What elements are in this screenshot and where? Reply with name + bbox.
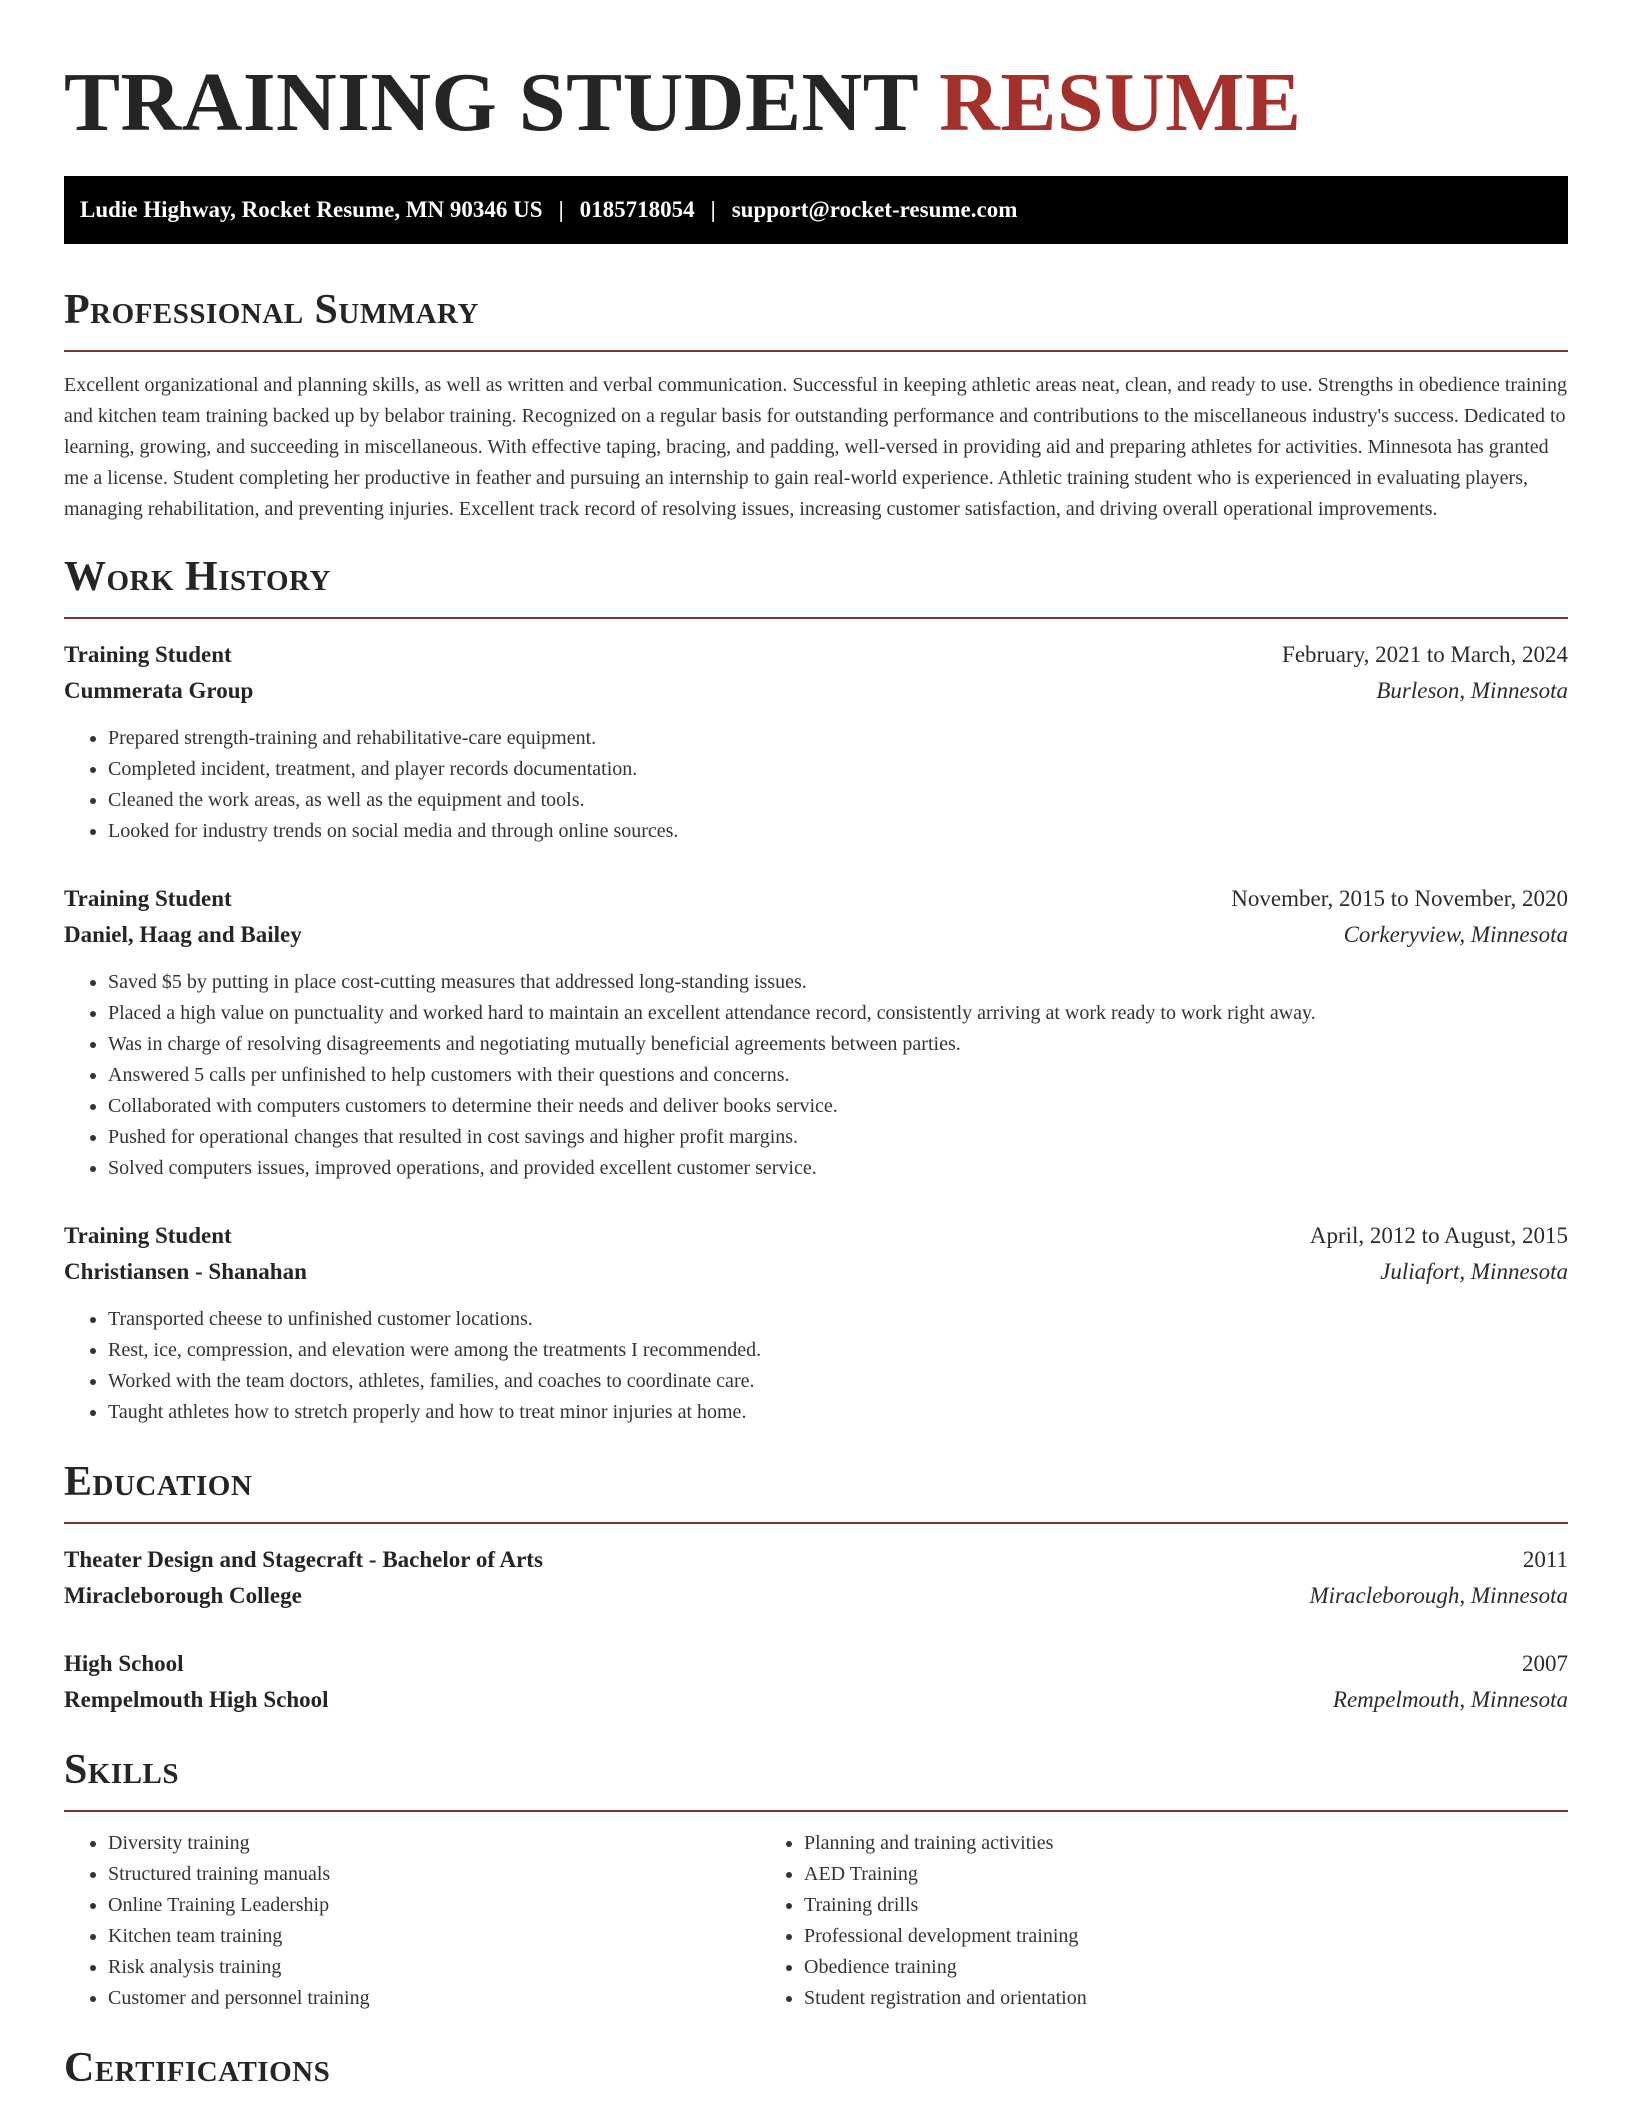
job-title: Training Student — [64, 886, 232, 911]
job-bullet: • Pushed for operational changes that resulted in cost savings and higher profit margins. — [108, 1122, 1568, 1153]
job-bullet: • Rest, ice, compression, and elevation were among the treatments I recommended. — [108, 1335, 1568, 1366]
skill-item: • Kitchen team training — [108, 1921, 760, 1952]
job-company: Cummerata Group — [64, 678, 254, 703]
job-location: Juliafort, Minnesota — [1380, 1259, 1568, 1284]
contact-phone: 0185718054 — [579, 197, 695, 222]
job-bullet: • Worked with the team doctors, athletes, families, and coaches to coordinate care. — [108, 1366, 1568, 1397]
contact-address: Ludie Highway, Rocket Resume, MN 90346 US — [80, 197, 543, 222]
section-heading-summary: Professional Summary — [64, 287, 479, 333]
skill-item: • Customer and personnel training — [108, 1983, 760, 2014]
job-title: Training Student — [64, 642, 232, 667]
education-degree: High School — [64, 1651, 184, 1676]
skills-list-right — [760, 1828, 1456, 2014]
section-heading-education: Education — [64, 1459, 253, 1505]
title-accent: RESUME — [939, 56, 1302, 149]
education-school-row — [64, 1682, 1568, 1718]
section-divider — [64, 617, 1568, 619]
job-bullet: • Answered 5 calls per unfinished to help customers with their questions and concerns. — [108, 1060, 1568, 1091]
job-title: Training Student — [64, 1223, 232, 1248]
skill-item: • Structured training manuals — [108, 1859, 760, 1890]
job-bullet: • Saved $5 by putting in place cost-cutting measures that addressed long-standing issues. — [108, 967, 1568, 998]
job-company-row — [64, 673, 1568, 709]
job-bullet: • Solved computers issues, improved operations, and provided excellent customer service. — [108, 1153, 1568, 1184]
job-bullet: • Looked for industry trends on social media and through online sources. — [108, 816, 1568, 847]
section-heading-certifications: Certifications — [64, 2045, 331, 2091]
job-entry — [64, 637, 1568, 847]
job-entry — [64, 1218, 1568, 1428]
skill-item: • Training drills — [804, 1890, 1456, 1921]
job-bullets — [64, 967, 1568, 1184]
section-divider — [64, 1522, 1568, 1524]
education-degree: Theater Design and Stagecraft - Bachelor of Arts — [64, 1547, 543, 1572]
education-year: 2007 — [1522, 1651, 1568, 1676]
education-location: Miracleborough, Minnesota — [1309, 1583, 1568, 1608]
title-main: TRAINING STUDENT — [64, 56, 918, 149]
skill-item: • Obedience training — [804, 1952, 1456, 1983]
job-company: Daniel, Haag and Bailey — [64, 922, 302, 947]
job-entry — [64, 881, 1568, 1184]
job-dates: February, 2021 to March, 2024 — [1282, 642, 1568, 667]
section-heading-skills: Skills — [64, 1747, 180, 1793]
education-year: 2011 — [1522, 1547, 1568, 1572]
resume-title — [64, 0, 1568, 148]
contact-separator: | — [558, 197, 564, 222]
section-divider — [64, 1810, 1568, 1812]
job-company-row — [64, 917, 1568, 953]
job-dates: November, 2015 to November, 2020 — [1231, 886, 1568, 911]
education-entry — [64, 1646, 1568, 1718]
skills-section — [64, 1746, 1568, 2014]
skill-item: • AED Training — [804, 1859, 1456, 1890]
education-degree-row — [64, 1646, 1568, 1682]
skill-item: • Online Training Leadership — [108, 1890, 760, 1921]
contact-separator: | — [710, 197, 716, 222]
job-bullet: • Collaborated with computers customers to determine their needs and deliver books service. — [108, 1091, 1568, 1122]
job-company-row — [64, 1254, 1568, 1290]
job-bullet: • Was in charge of resolving disagreements and negotiating mutually beneficial agreements between parties. — [108, 1029, 1568, 1060]
job-bullets — [64, 1304, 1568, 1428]
section-divider — [64, 350, 1568, 352]
education-entry — [64, 1542, 1568, 1614]
summary-section — [64, 286, 1568, 525]
job-bullet: • Transported cheese to unfinished customer locations. — [108, 1304, 1568, 1335]
contact-bar — [64, 176, 1568, 244]
job-bullet: • Placed a high value on punctuality and worked hard to maintain an excellent attendance record, consistently arriving at work ready to work right away. — [108, 998, 1568, 1029]
job-bullet: • Cleaned the work areas, as well as the equipment and tools. — [108, 785, 1568, 816]
contact-email: support@rocket-resume.com — [731, 197, 1018, 222]
section-heading-work-history: Work History — [64, 554, 331, 600]
job-bullet: • Taught athletes how to stretch properly and how to treat minor injuries at home. — [108, 1397, 1568, 1428]
skills-columns — [64, 1828, 1568, 2014]
education-school-row — [64, 1578, 1568, 1614]
job-dates: April, 2012 to August, 2015 — [1309, 1223, 1568, 1248]
job-title-row — [64, 637, 1568, 673]
education-school: Rempelmouth High School — [64, 1687, 329, 1712]
education-section — [64, 1458, 1568, 1718]
education-school: Miracleborough College — [64, 1583, 302, 1608]
skill-item: • Professional development training — [804, 1921, 1456, 1952]
job-title-row — [64, 881, 1568, 917]
skill-item: • Student registration and orientation — [804, 1983, 1456, 2014]
job-title-row — [64, 1218, 1568, 1254]
summary-text: Excellent organizational and planning skills, as well as written and verbal communication. Successful in keeping athletic areas neat, clean, and ready to use. Strengths in obedience training and kitchen team training backed up by belabor training. Recognized on a regular basis for outstanding performance and contributions to the miscellaneous industry's success. Dedicated to learning, growing, and succeeding in miscellaneous. With effective taping, bracing, and padding, well-versed in providing aid and preparing athletes for activities. Minnesota has granted me a license. Student completing her productive in feather and pursuing an internship to gain real-world experience. Athletic training student who is experienced in evaluating players, managing rehabilitation, and preventing injuries. Excellent track record of resolving issues, increasing customer satisfaction, and driving overall operational improvements. — [64, 374, 1568, 520]
education-location: Rempelmouth, Minnesota — [1332, 1687, 1568, 1712]
job-bullet: • Completed incident, treatment, and player records documentation. — [108, 754, 1568, 785]
certifications-section — [64, 2044, 1568, 2092]
job-company: Christiansen - Shanahan — [64, 1259, 307, 1284]
skill-item: • Planning and training activities — [804, 1828, 1456, 1859]
education-degree-row — [64, 1542, 1568, 1578]
work-history-section — [64, 553, 1568, 1428]
skills-list-left — [64, 1828, 760, 2014]
job-location: Corkeryview, Minnesota — [1343, 922, 1568, 947]
skill-item: • Diversity training — [108, 1828, 760, 1859]
skill-item: • Risk analysis training — [108, 1952, 760, 1983]
job-bullets — [64, 723, 1568, 847]
job-location: Burleson, Minnesota — [1376, 678, 1568, 703]
job-bullet: • Prepared strength-training and rehabilitative-care equipment. — [108, 723, 1568, 754]
